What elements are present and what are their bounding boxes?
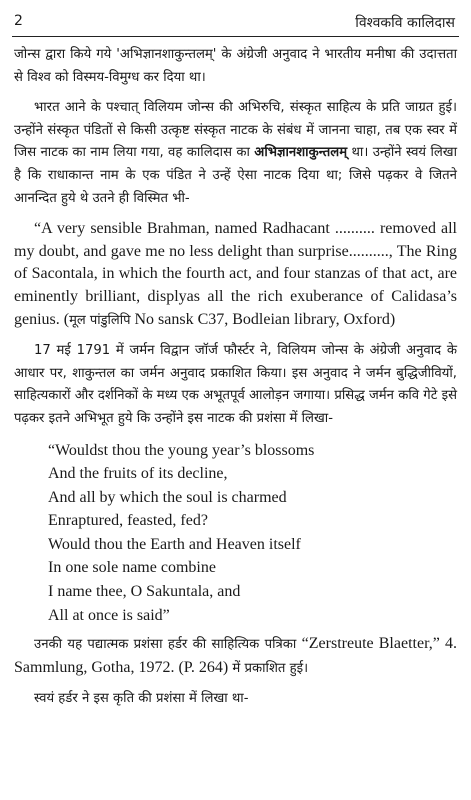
paragraph-4 bbox=[14, 633, 457, 680]
poem-line: Enraptured, feasted, fed? bbox=[48, 512, 208, 530]
paragraph-5: स्वयं हर्डर ने इस कृति की प्रशंसा में लिखा था- bbox=[34, 691, 249, 707]
poem-line: In one sole name combine bbox=[48, 559, 216, 577]
poem-line: And all by which the soul is charmed bbox=[48, 488, 287, 506]
running-title: विश्वकवि कालिदास bbox=[355, 15, 455, 31]
paragraph-1 bbox=[14, 44, 457, 89]
paragraph-2 bbox=[14, 97, 457, 210]
english-quote-text: “A very sensible Brahman, named Radhacant .......... removed all my doubt, and gave me no less delight than surprise.........., The Ring of Sacontala, in which the fourth act, and four stanzas of that act, are eminently brilliant, displyas all the rich exuberance of Calidasa’s genius. ( bbox=[14, 220, 457, 328]
paragraph-4-text-c: में प्रकाशित हुई। bbox=[228, 660, 309, 676]
paragraph-2-text-a: भारत आने के पश्चात् विलियम जोन्स की अभिरुचि, संस्कृत साहित्य के प्रति जाग्रत हुई। उन्होंने संस्कृत पंडितों से किसी उत्कृष्ट संस्कृत नाटक के संबंध में जानना चाहा, तब एक स्वर में जिस नाटक का नाम लिया गया, वह कालिदास का bbox=[14, 100, 457, 161]
page-body bbox=[14, 44, 457, 719]
poem-line: Would thou the Earth and Heaven itself bbox=[48, 535, 301, 553]
poem-line: “Wouldst thou the young year’s blossoms bbox=[48, 441, 315, 459]
english-quote-source: No sansk C37, Bodleian library, Oxford) bbox=[130, 310, 396, 328]
paragraph-1-text-c: ' के अंग्रेजी अनुवाद ने भारतीय मनीषा की उदात्तता से विश्व को विस्मय-विमुग्ध कर दिया था। bbox=[14, 47, 457, 85]
paragraph-3: 17 मई 1791 में जर्मन विद्वान जॉर्ज फौर्स्टर ने, विलियम जोन्स के अंग्रेजी अनुवाद के आधार पर, शाकुन्तल का जर्मन अनुवाद प्रकाशित किया। इस अनुवाद ने जर्मन बुद्धिजीवियों, साहित्यकारों और दर्शनिकों के मध्य एक अभूतपूर्व आलोड़न जगाया। प्रसिद्ध जर्मन कवि गेटे इसे पढ़कर इतने अभिभूत हुये कि उन्होंने इस नाटक की प्रशंसा में लिखा- bbox=[14, 343, 457, 426]
goethe-poem bbox=[48, 439, 457, 628]
paragraph-4-text-a: उनकी यह पद्यात्मक प्रशंसा हर्डर की साहित्यिक पत्रिका bbox=[34, 637, 302, 653]
paragraph-2-text-c: था। उन्होंने स्वयं लिखा है कि राधाकान्त नाम के एक पंडित ने उन्हें ऐसा नाटक दिया था; जिसे पढ़कर वे जितने आनन्दित हुये थे उतने ही विस्मित भी- bbox=[14, 145, 458, 206]
poem-line: I name thee, O Sakuntala, and bbox=[48, 583, 241, 601]
page-header bbox=[12, 10, 459, 37]
paragraph-2-bold-title: अभिज्ञानशाकुन्तलम् bbox=[254, 145, 348, 161]
paragraph-1-title: अभिज्ञानशाकुन्तलम् bbox=[119, 47, 213, 62]
paragraph-1-text-a: जोन्स द्वारा किये गये ' bbox=[14, 47, 120, 62]
paragraph-4-citation: “Zerstreute Blaetter,” 4. Sammlung, Gotha, 1972. (P. 264) bbox=[14, 635, 457, 676]
english-quote-hindi-note: मूल पांडुलिपि bbox=[69, 312, 131, 328]
poem-line: And the fruits of its decline, bbox=[48, 465, 228, 483]
page-number: 2 bbox=[14, 13, 23, 29]
poem-line: All at once is said” bbox=[48, 606, 170, 624]
english-quote bbox=[14, 218, 457, 332]
